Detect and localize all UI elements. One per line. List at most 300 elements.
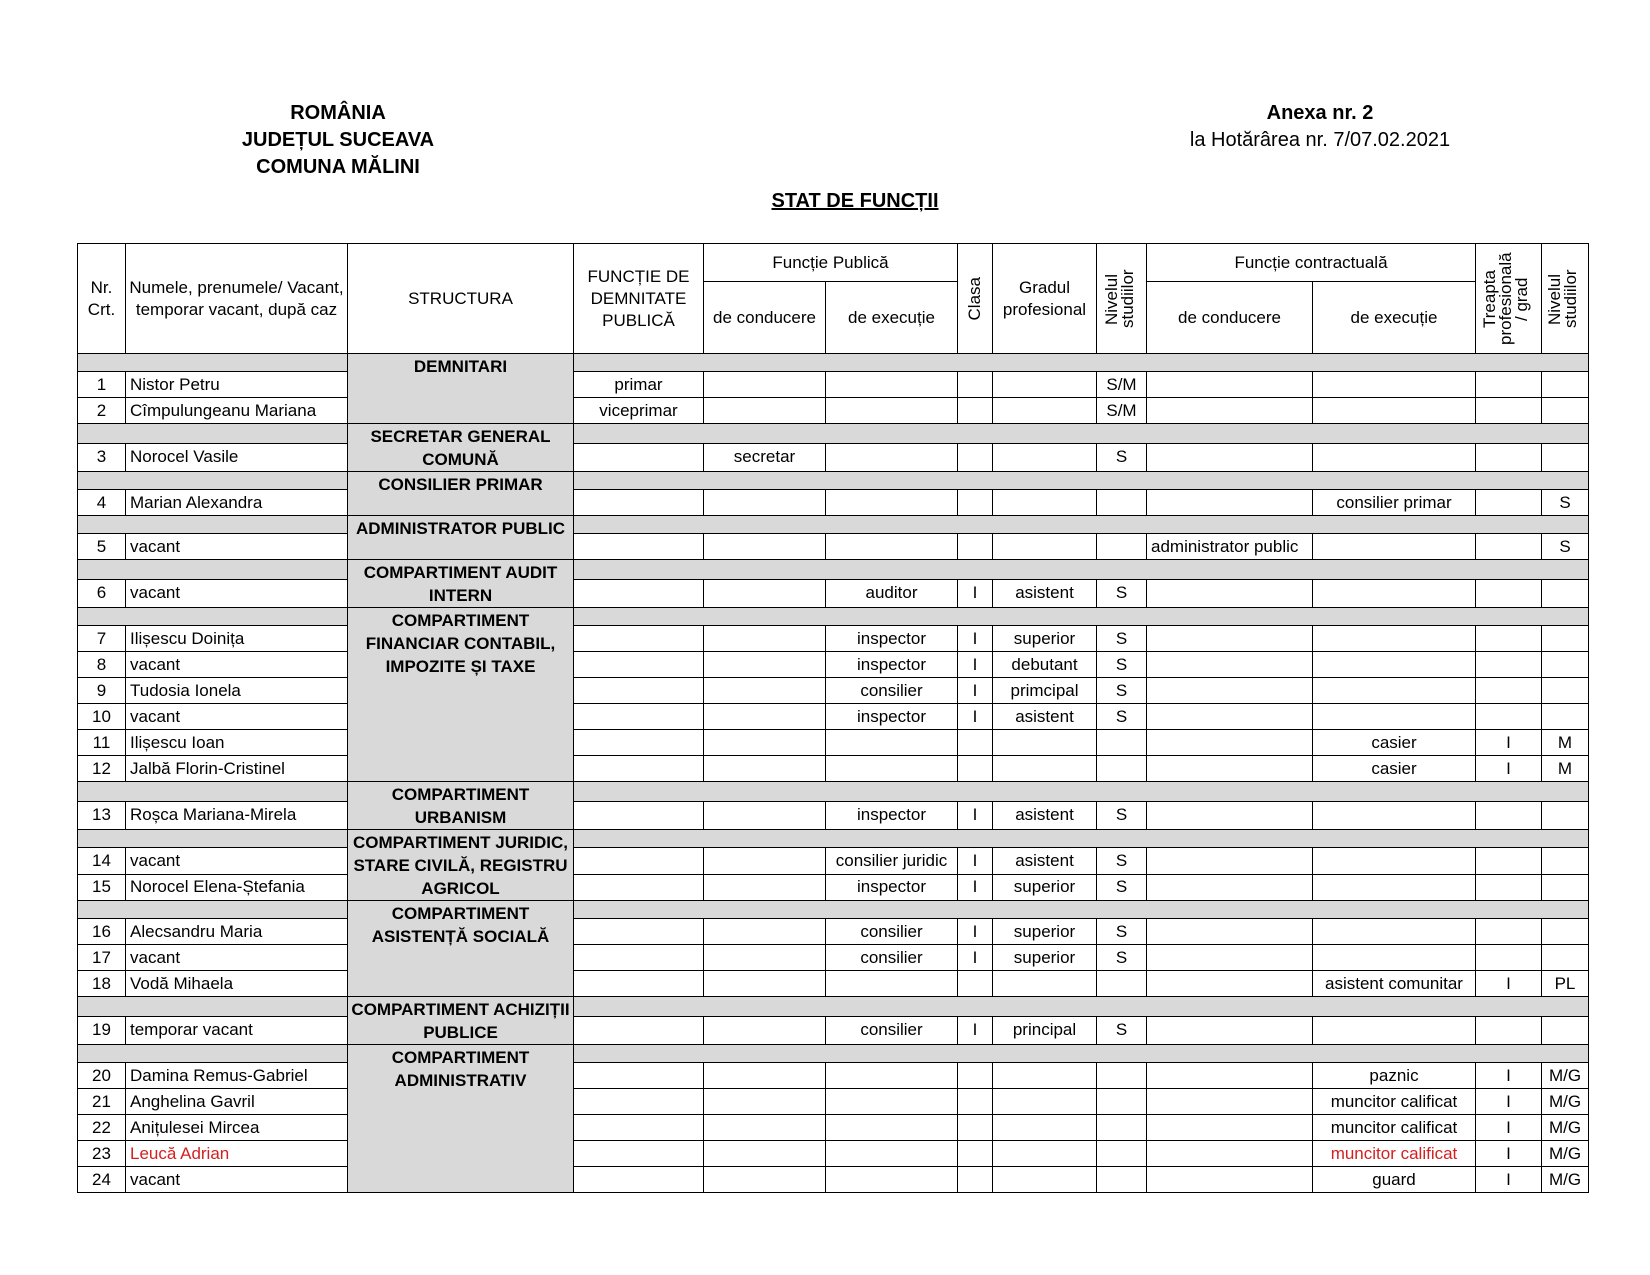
- row-demnitate: [574, 756, 704, 782]
- row-treapta: [1476, 678, 1542, 704]
- row-nr: 1: [78, 372, 126, 398]
- row-nivel2: [1542, 919, 1589, 945]
- section-separator: [78, 901, 1589, 919]
- row-fp-exec: inspector: [826, 652, 958, 678]
- row-name: Anițulesei Mircea: [126, 1115, 348, 1141]
- row-fc-exec: casier: [1313, 730, 1476, 756]
- row-fc-cond: [1147, 874, 1313, 900]
- row-grad: [993, 1141, 1097, 1167]
- row-nr: 12: [78, 756, 126, 782]
- row-fp-cond: [704, 398, 826, 424]
- document-title: STAT DE FUNCȚII: [771, 190, 939, 212]
- structure-cell: COMPARTIMENT ADMINISTRATIV: [348, 1045, 574, 1193]
- table-row: [78, 1089, 1589, 1115]
- row-fc-cond: [1147, 1063, 1313, 1089]
- row-nivel1: S: [1097, 443, 1147, 471]
- row-nivel2: S: [1542, 490, 1589, 516]
- row-nivel1: [1097, 730, 1147, 756]
- row-treapta: [1476, 398, 1542, 424]
- row-fc-cond: [1147, 945, 1313, 971]
- row-fp-cond: [704, 1141, 826, 1167]
- row-grad: [993, 1063, 1097, 1089]
- structure-cell: COMPARTIMENT ASISTENȚĂ SOCIALĂ: [348, 901, 574, 997]
- row-treapta: I: [1476, 730, 1542, 756]
- row-treapta: [1476, 919, 1542, 945]
- row-grad: [993, 398, 1097, 424]
- commune-name: COMUNA MĂLINI: [256, 156, 420, 178]
- annex-header: [1140, 100, 1500, 154]
- row-demnitate: [574, 678, 704, 704]
- row-fp-exec: [826, 1167, 958, 1193]
- row-fp-exec: consilier: [826, 945, 958, 971]
- row-fp-cond: [704, 1063, 826, 1089]
- row-fp-cond: [704, 1089, 826, 1115]
- row-nivel2: [1542, 704, 1589, 730]
- row-fp-cond: [704, 730, 826, 756]
- row-treapta: I: [1476, 1141, 1542, 1167]
- row-name: Anghelina Gavril: [126, 1089, 348, 1115]
- row-name: Norocel Vasile: [126, 443, 348, 471]
- row-clasa: [958, 1063, 993, 1089]
- row-grad: [993, 490, 1097, 516]
- row-name: vacant: [126, 652, 348, 678]
- row-name: vacant: [126, 579, 348, 607]
- row-nr: 13: [78, 801, 126, 829]
- row-fp-exec: [826, 730, 958, 756]
- county-name: JUDEȚUL SUCEAVA: [241, 129, 435, 151]
- row-fc-cond: [1147, 756, 1313, 782]
- row-fp-cond: [704, 534, 826, 560]
- row-demnitate: [574, 848, 704, 874]
- col-header-clasa: [958, 244, 993, 354]
- row-nr: 6: [78, 579, 126, 607]
- row-fc-exec: consilier primar: [1313, 490, 1476, 516]
- col-header-treapta-label: Treapta profesională / grad: [1479, 252, 1531, 345]
- row-fp-exec: inspector: [826, 801, 958, 829]
- row-fc-cond: [1147, 443, 1313, 471]
- row-nr: 5: [78, 534, 126, 560]
- row-nivel2: PL: [1542, 971, 1589, 997]
- row-fp-exec: [826, 756, 958, 782]
- row-fp-cond: [704, 678, 826, 704]
- col-header-fc-conducere: de conducere: [1147, 282, 1313, 354]
- structure-cell: COMPARTIMENT JURIDIC, STARE CIVILĂ, REGISTRU AGRICOL: [348, 830, 574, 901]
- row-clasa: I: [958, 945, 993, 971]
- row-nr: 18: [78, 971, 126, 997]
- row-nivel2: [1542, 874, 1589, 900]
- row-demnitate: [574, 652, 704, 678]
- row-fc-cond: [1147, 919, 1313, 945]
- row-nivel1: S: [1097, 626, 1147, 652]
- row-fc-cond: [1147, 372, 1313, 398]
- row-nivel2: [1542, 443, 1589, 471]
- row-fp-exec: consilier juridic: [826, 848, 958, 874]
- annex-label: Anexa nr. 2: [1266, 102, 1374, 124]
- row-nivel2: M/G: [1542, 1141, 1589, 1167]
- section-separator: [78, 424, 1589, 444]
- row-nr: 9: [78, 678, 126, 704]
- row-clasa: I: [958, 678, 993, 704]
- row-nivel2: S: [1542, 534, 1589, 560]
- row-grad: [993, 756, 1097, 782]
- table-row: [78, 372, 1589, 398]
- col-header-nume: Numele, prenumele/ Vacant, temporar vacant, după caz: [126, 244, 348, 354]
- row-treapta: [1476, 848, 1542, 874]
- row-fp-cond: [704, 971, 826, 997]
- row-clasa: [958, 971, 993, 997]
- table-row: [78, 945, 1589, 971]
- table-row: [78, 398, 1589, 424]
- row-fc-exec: paznic: [1313, 1063, 1476, 1089]
- row-nr: 16: [78, 919, 126, 945]
- row-fp-cond: [704, 372, 826, 398]
- table-row: [78, 1141, 1589, 1167]
- row-fp-exec: [826, 971, 958, 997]
- row-fc-exec: [1313, 874, 1476, 900]
- table-row: [78, 801, 1589, 829]
- row-nivel2: [1542, 1016, 1589, 1044]
- row-nivel2: M/G: [1542, 1089, 1589, 1115]
- row-clasa: [958, 1089, 993, 1115]
- col-header-nivel-studii-2: [1542, 244, 1589, 354]
- row-fp-cond: [704, 704, 826, 730]
- section-separator: [78, 354, 1589, 372]
- row-clasa: I: [958, 874, 993, 900]
- row-fc-exec: [1313, 652, 1476, 678]
- structure-cell: CONSILIER PRIMAR: [348, 472, 574, 516]
- row-name: Jalbă Florin-Cristinel: [126, 756, 348, 782]
- row-grad: asistent: [993, 801, 1097, 829]
- row-fc-exec: [1313, 801, 1476, 829]
- row-grad: superior: [993, 626, 1097, 652]
- col-header-functie-publica: Funcție Publică: [704, 244, 958, 282]
- row-nivel1: S/M: [1097, 372, 1147, 398]
- row-demnitate: [574, 579, 704, 607]
- row-nivel2: [1542, 579, 1589, 607]
- table-row: [78, 919, 1589, 945]
- row-nr: 3: [78, 443, 126, 471]
- row-fc-exec: asistent comunitar: [1313, 971, 1476, 997]
- row-grad: superior: [993, 945, 1097, 971]
- row-fc-exec: [1313, 372, 1476, 398]
- row-nivel1: [1097, 1167, 1147, 1193]
- row-name: Ilișescu Ioan: [126, 730, 348, 756]
- row-nr: 14: [78, 848, 126, 874]
- row-clasa: [958, 372, 993, 398]
- section-separator: [78, 830, 1589, 848]
- row-name: Alecsandru Maria: [126, 919, 348, 945]
- row-fp-exec: inspector: [826, 874, 958, 900]
- row-nivel1: S: [1097, 704, 1147, 730]
- row-grad: [993, 443, 1097, 471]
- row-nr: 19: [78, 1016, 126, 1044]
- row-fc-cond: [1147, 678, 1313, 704]
- row-clasa: I: [958, 626, 993, 652]
- row-fc-exec: [1313, 534, 1476, 560]
- col-header-fp-executie: de execuție: [826, 282, 958, 354]
- row-nivel1: S: [1097, 874, 1147, 900]
- table-row: [78, 652, 1589, 678]
- row-name: vacant: [126, 945, 348, 971]
- col-header-fp-conducere: de conducere: [704, 282, 826, 354]
- table-row: [78, 1167, 1589, 1193]
- row-treapta: I: [1476, 756, 1542, 782]
- row-fp-cond: secretar: [704, 443, 826, 471]
- row-fc-exec: [1313, 678, 1476, 704]
- row-grad: [993, 971, 1097, 997]
- row-fp-cond: [704, 874, 826, 900]
- table-row: [78, 579, 1589, 607]
- row-name: Tudosia Ionela: [126, 678, 348, 704]
- row-fp-exec: [826, 534, 958, 560]
- row-nivel2: [1542, 678, 1589, 704]
- row-treapta: I: [1476, 1063, 1542, 1089]
- row-fc-exec: [1313, 626, 1476, 652]
- row-fc-exec: [1313, 1016, 1476, 1044]
- row-nivel1: S: [1097, 848, 1147, 874]
- row-grad: asistent: [993, 848, 1097, 874]
- row-demnitate: [574, 801, 704, 829]
- row-nivel1: [1097, 534, 1147, 560]
- row-nivel2: [1542, 945, 1589, 971]
- row-fc-exec: [1313, 398, 1476, 424]
- row-grad: asistent: [993, 704, 1097, 730]
- staff-table: [77, 243, 1589, 1193]
- row-fc-exec: muncitor calificat: [1313, 1089, 1476, 1115]
- row-fp-cond: [704, 1167, 826, 1193]
- row-clasa: [958, 756, 993, 782]
- row-demnitate: [574, 1089, 704, 1115]
- row-nivel2: [1542, 848, 1589, 874]
- row-name: temporar vacant: [126, 1016, 348, 1044]
- table-row: [78, 971, 1589, 997]
- row-demnitate: [574, 730, 704, 756]
- table-row: [78, 1063, 1589, 1089]
- row-treapta: I: [1476, 1115, 1542, 1141]
- row-clasa: [958, 1167, 993, 1193]
- row-fc-cond: [1147, 801, 1313, 829]
- row-name: Ilișescu Doinița: [126, 626, 348, 652]
- row-demnitate: [574, 626, 704, 652]
- section-separator: [78, 560, 1589, 580]
- col-header-treapta: [1476, 244, 1542, 354]
- row-grad: superior: [993, 919, 1097, 945]
- row-grad: debutant: [993, 652, 1097, 678]
- row-name: Nistor Petru: [126, 372, 348, 398]
- row-nivel2: M/G: [1542, 1115, 1589, 1141]
- row-nr: 23: [78, 1141, 126, 1167]
- row-nivel2: M: [1542, 756, 1589, 782]
- section-separator: [78, 997, 1589, 1017]
- section-separator: [78, 516, 1589, 534]
- row-nivel1: S: [1097, 919, 1147, 945]
- row-grad: [993, 1167, 1097, 1193]
- row-treapta: [1476, 801, 1542, 829]
- row-name: Norocel Elena-Ștefania: [126, 874, 348, 900]
- row-demnitate: [574, 490, 704, 516]
- row-nr: 7: [78, 626, 126, 652]
- row-nivel1: [1097, 1115, 1147, 1141]
- row-name: vacant: [126, 848, 348, 874]
- row-demnitate: [574, 534, 704, 560]
- col-header-functie-contractuala: Funcție contractuală: [1147, 244, 1476, 282]
- row-fc-cond: [1147, 398, 1313, 424]
- row-treapta: [1476, 1016, 1542, 1044]
- row-nivel2: [1542, 652, 1589, 678]
- row-treapta: [1476, 652, 1542, 678]
- table-row: [78, 678, 1589, 704]
- row-clasa: I: [958, 848, 993, 874]
- row-fc-cond: [1147, 971, 1313, 997]
- col-header-demnitate: FUNCȚIE DE DEMNITATE PUBLICĂ: [574, 244, 704, 354]
- row-treapta: I: [1476, 1089, 1542, 1115]
- row-grad: asistent: [993, 579, 1097, 607]
- structure-cell: COMPARTIMENT FINANCIAR CONTABIL, IMPOZITE ȘI TAXE: [348, 608, 574, 782]
- row-fp-exec: consilier: [826, 919, 958, 945]
- row-grad: principal: [993, 1016, 1097, 1044]
- row-fc-cond: [1147, 579, 1313, 607]
- row-nivel1: S: [1097, 1016, 1147, 1044]
- col-header-fc-executie: de execuție: [1313, 282, 1476, 354]
- row-grad: [993, 372, 1097, 398]
- row-fc-exec: [1313, 443, 1476, 471]
- row-nr: 24: [78, 1167, 126, 1193]
- row-treapta: [1476, 579, 1542, 607]
- row-fc-cond: [1147, 1141, 1313, 1167]
- table-row: [78, 730, 1589, 756]
- row-nr: 21: [78, 1089, 126, 1115]
- row-nivel1: [1097, 1063, 1147, 1089]
- row-grad: [993, 1115, 1097, 1141]
- row-fp-exec: [826, 1063, 958, 1089]
- row-nivel2: M/G: [1542, 1167, 1589, 1193]
- row-name: Vodă Mihaela: [126, 971, 348, 997]
- row-fc-exec: guard: [1313, 1167, 1476, 1193]
- col-header-nivel-studii-1: [1097, 244, 1147, 354]
- row-nivel2: M/G: [1542, 1063, 1589, 1089]
- row-fp-cond: [704, 652, 826, 678]
- row-fc-cond: [1147, 490, 1313, 516]
- row-fc-cond: [1147, 1115, 1313, 1141]
- row-name: Leucă Adrian: [126, 1141, 348, 1167]
- row-fc-cond: [1147, 626, 1313, 652]
- row-nivel1: S/M: [1097, 398, 1147, 424]
- row-fp-exec: [826, 490, 958, 516]
- row-clasa: I: [958, 579, 993, 607]
- row-name: Damina Remus-Gabriel: [126, 1063, 348, 1089]
- row-name: Cîmpulungeanu Mariana: [126, 398, 348, 424]
- row-name: vacant: [126, 704, 348, 730]
- row-fc-cond: administrator public: [1147, 534, 1313, 560]
- row-demnitate: [574, 1141, 704, 1167]
- table-row: [78, 1115, 1589, 1141]
- row-fp-exec: [826, 1141, 958, 1167]
- row-demnitate: [574, 1063, 704, 1089]
- row-fc-exec: [1313, 704, 1476, 730]
- row-fp-exec: consilier: [826, 678, 958, 704]
- row-fp-cond: [704, 848, 826, 874]
- row-nr: 22: [78, 1115, 126, 1141]
- row-demnitate: [574, 919, 704, 945]
- structure-cell: SECRETAR GENERAL COMUNĂ: [348, 424, 574, 472]
- structure-cell: COMPARTIMENT ACHIZIȚII PUBLICE: [348, 997, 574, 1045]
- row-treapta: I: [1476, 1167, 1542, 1193]
- row-fc-cond: [1147, 1016, 1313, 1044]
- row-demnitate: [574, 1016, 704, 1044]
- col-header-structura: STRUCTURA: [348, 244, 574, 354]
- col-header-nivel-studii-2-label: Nivelul studiilor: [1545, 269, 1580, 328]
- row-fp-cond: [704, 579, 826, 607]
- col-header-grad: Gradul profesional: [993, 244, 1097, 354]
- row-treapta: [1476, 874, 1542, 900]
- row-fp-cond: [704, 801, 826, 829]
- row-demnitate: [574, 443, 704, 471]
- row-fc-exec: muncitor calificat: [1313, 1141, 1476, 1167]
- row-nr: 4: [78, 490, 126, 516]
- table-row: [78, 626, 1589, 652]
- row-clasa: I: [958, 652, 993, 678]
- table-row: [78, 704, 1589, 730]
- row-clasa: [958, 490, 993, 516]
- row-clasa: [958, 1141, 993, 1167]
- row-nr: 11: [78, 730, 126, 756]
- row-nivel2: [1542, 372, 1589, 398]
- institution-header: [208, 100, 468, 181]
- annex-reference: la Hotărârea nr. 7/07.02.2021: [1189, 129, 1451, 151]
- row-nr: 8: [78, 652, 126, 678]
- row-nivel2: [1542, 801, 1589, 829]
- row-nivel1: S: [1097, 945, 1147, 971]
- row-clasa: [958, 1115, 993, 1141]
- row-fc-exec: [1313, 579, 1476, 607]
- row-fc-exec: [1313, 919, 1476, 945]
- row-nivel1: S: [1097, 678, 1147, 704]
- row-fp-exec: inspector: [826, 626, 958, 652]
- structure-cell: ADMINISTRATOR PUBLIC: [348, 516, 574, 560]
- row-nivel1: [1097, 490, 1147, 516]
- row-fp-cond: [704, 945, 826, 971]
- row-demnitate: viceprimar: [574, 398, 704, 424]
- table-row: [78, 874, 1589, 900]
- row-nivel1: S: [1097, 579, 1147, 607]
- row-treapta: [1476, 443, 1542, 471]
- row-demnitate: [574, 945, 704, 971]
- row-nivel1: S: [1097, 652, 1147, 678]
- structure-cell: COMPARTIMENT AUDIT INTERN: [348, 560, 574, 608]
- row-fp-exec: [826, 1115, 958, 1141]
- row-name: vacant: [126, 534, 348, 560]
- row-fp-cond: [704, 626, 826, 652]
- row-treapta: [1476, 626, 1542, 652]
- row-nivel1: [1097, 971, 1147, 997]
- row-demnitate: [574, 971, 704, 997]
- structure-cell: COMPARTIMENT URBANISM: [348, 782, 574, 830]
- staff-table-body: [78, 354, 1589, 1193]
- row-fp-exec: auditor: [826, 579, 958, 607]
- row-demnitate: [574, 1115, 704, 1141]
- row-fp-exec: [826, 372, 958, 398]
- row-grad: primcipal: [993, 678, 1097, 704]
- row-grad: superior: [993, 874, 1097, 900]
- row-grad: [993, 1089, 1097, 1115]
- row-clasa: [958, 534, 993, 560]
- row-fp-exec: [826, 398, 958, 424]
- row-treapta: [1476, 945, 1542, 971]
- structure-cell: DEMNITARI: [348, 354, 574, 424]
- row-fp-cond: [704, 756, 826, 782]
- row-clasa: I: [958, 1016, 993, 1044]
- row-treapta: [1476, 704, 1542, 730]
